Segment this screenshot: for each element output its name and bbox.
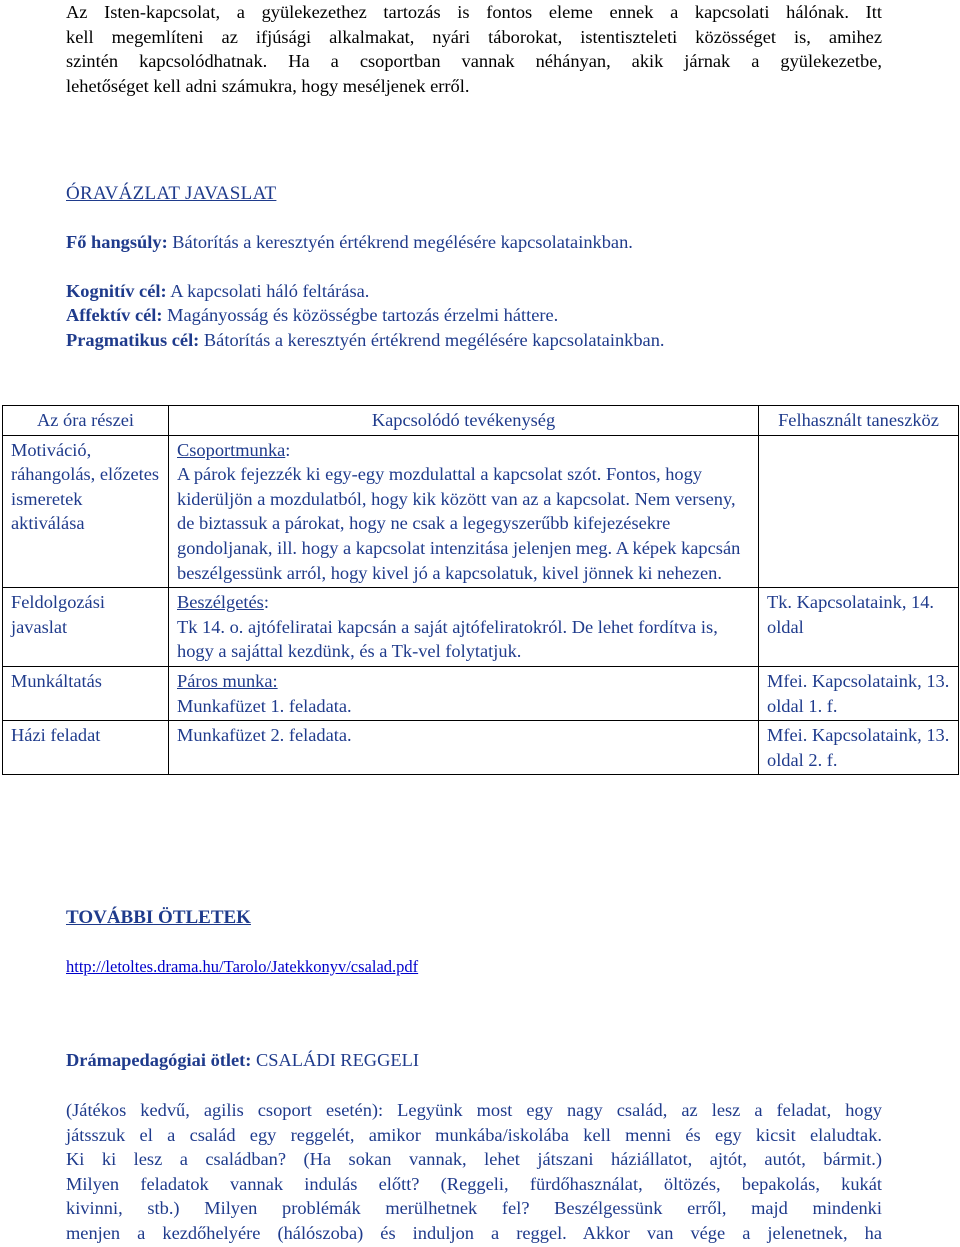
row-activity: Beszélgetés: Tk 14. o. ajtófeliratai kapcsán a saját ajtófeliratokról. De lehet fordítva is, hogy a sajáttal kezdünk, és a Tk-vel folytatjuk. (169, 588, 759, 667)
table-header-row (3, 406, 959, 436)
drama-idea-label: Drámapedagógiai ötlet: (66, 1050, 252, 1070)
row-tool: Tk. Kapcsolataink, 14. oldal (759, 588, 959, 667)
activity-title: Beszélgetés (177, 592, 264, 613)
lesson-plan-table (2, 405, 959, 775)
row-part: Munkáltatás (3, 666, 169, 720)
cognitive-goal (66, 279, 906, 304)
intro-line: kell megemlíteni az ifjúsági alkalmakat, nyári táborokat, istentiszteleti közösséget is, amihez (66, 26, 882, 47)
activity-text: Tk 14. o. ajtófeliratai kapcsán a saját ajtófeliratokról. De lehet fordítva is, hogy a sajáttal kezdünk, és a Tk-vel folytatjuk. (177, 616, 718, 662)
header-tools: Felhasznált taneszköz (759, 406, 959, 436)
activity-title: Páros munka: (177, 670, 278, 691)
pragmatic-goal-text: Bátorítás a keresztyén értékrend megélésére kapcsolatainkban. (199, 329, 665, 350)
drama-line: kivinni, stb.) Milyen problémák merülhetnek fel? Beszélgessünk erről, majd mindenki (66, 1198, 882, 1219)
main-emphasis (66, 230, 906, 255)
drama-line: Milyen feladatok vannak indulás előtt? (Reggeli, fürdőhasználat, öltözés, bepakolás, kukát (66, 1173, 882, 1194)
table-row (3, 588, 959, 667)
row-part: Házi feladat (3, 721, 169, 775)
table-row (3, 721, 959, 775)
cognitive-goal-text: A kapcsolati háló feltárása. (166, 280, 370, 301)
drama-line: (Játékos kedvű, agilis csoport esetén): Legyünk most egy nagy család, az lesz a feladat, hogy (66, 1100, 882, 1120)
oravazlat-heading: ÓRAVÁZLAT JAVASLAT (66, 183, 277, 204)
table-row (3, 666, 959, 720)
row-activity (169, 666, 759, 720)
row-tool: Mfei. Kapcsolataink, 13. oldal 1. f. (759, 666, 959, 720)
drama-line: menjen a kezdőhelyére (hálószoba) és induljon a reggel. Akkor van vége a jelenetnek, ha (66, 1222, 882, 1243)
main-emphasis-label: Fő hangsúly: (66, 232, 168, 252)
table-row (3, 435, 959, 588)
drama-line: játsszuk el a család egy reggelét, amikor munkába/iskolába kell menni és egy kicsit elaludtak. (66, 1124, 882, 1145)
main-emphasis-text: Bátorítás a keresztyén értékrend megélésére kapcsolatainkban. (167, 232, 633, 252)
affective-goal-label: Affektív cél: (66, 305, 163, 326)
drama-idea-body (66, 1098, 882, 1246)
row-activity: Csoportmunka: A párok fejezzék ki egy-egy mozdulattal a kapcsolat szót. Fontos, hogy kiderüljön a mozdulatból, hogy kik között van az a kapcsolat. Nem verseny, de biztassuk a párokat, hogy ne csak a legegyszerűbb kifejezésekre gondoljanak, ill. hogy a kapcsolat intenzitása jelenjen meg. A képek kapcsán beszélgessünk arról, hogy kivel jó a kapcsolatuk, kivel jönnek ki nehezen. (169, 435, 759, 588)
affective-goal-text: Magányosság és közösségbe tartozás érzelmi háttere. (162, 305, 559, 326)
header-activity: Kapcsolódó tevékenység (169, 406, 759, 436)
row-tool: Mfei. Kapcsolataink, 13. oldal 2. f. (759, 721, 959, 775)
intro-line: szintén kapcsolódhatnak. Ha a csoportban vannak néhányan, akik járnak a gyülekezetbe, (66, 51, 882, 72)
intro-line: lehetőséget kell adni számukra, hogy meséljenek erről. (66, 75, 470, 96)
lesson-goals (66, 230, 906, 352)
row-activity (169, 721, 759, 775)
cognitive-goal-label: Kognitív cél: (66, 280, 167, 301)
activity-title: Csoportmunka (177, 439, 286, 460)
further-ideas-heading: TOVÁBBI ÖTLETEK (66, 907, 251, 928)
row-part: Feldolgozási javaslat (3, 588, 169, 667)
drama-idea-name: CSALÁDI REGGELI (251, 1050, 419, 1070)
drama-idea-title (66, 1048, 419, 1073)
activity-text: Munkafüzet 1. feladata. (177, 695, 352, 716)
activity-text: Munkafüzet 2. feladata. (177, 725, 352, 746)
row-part: Motiváció, ráhangolás, előzetes ismeretek aktiválása (3, 435, 169, 588)
affective-goal (66, 303, 906, 328)
pragmatic-goal-label: Pragmatikus cél: (66, 329, 200, 350)
intro-line: Az Isten-kapcsolat, a gyülekezethez tartozás is fontos eleme ennek a kapcsolati hálónak. Itt (66, 2, 882, 22)
intro-paragraph (66, 0, 882, 98)
header-parts: Az óra részei (3, 406, 169, 436)
row-tool (759, 435, 959, 588)
further-ideas-link[interactable]: http://letoltes.drama.hu/Tarolo/Jatekkonyv/csalad.pdf (66, 957, 419, 976)
activity-text: A párok fejezzék ki egy-egy mozdulattal a kapcsolat szót. Fontos, hogy kiderüljön a mozdulatból, hogy kik között van az a kapcsolat. Nem verseny, de biztassuk a párokat, hogy ne csak a legegyszerűbb kifejezésekre gondoljanak, ill. hogy a kapcsolat intenzitása jelenjen meg. A képek kapcsán beszélgessünk arról, hogy kivel jó a kapcsolatuk, kivel jönnek ki nehezen. (177, 464, 741, 583)
drama-line: Ki ki lesz a családban? (Ha sokan vannak, lehet játszani háziállatot, ajtót, autót, bármit.) (66, 1149, 882, 1170)
pragmatic-goal (66, 328, 906, 353)
